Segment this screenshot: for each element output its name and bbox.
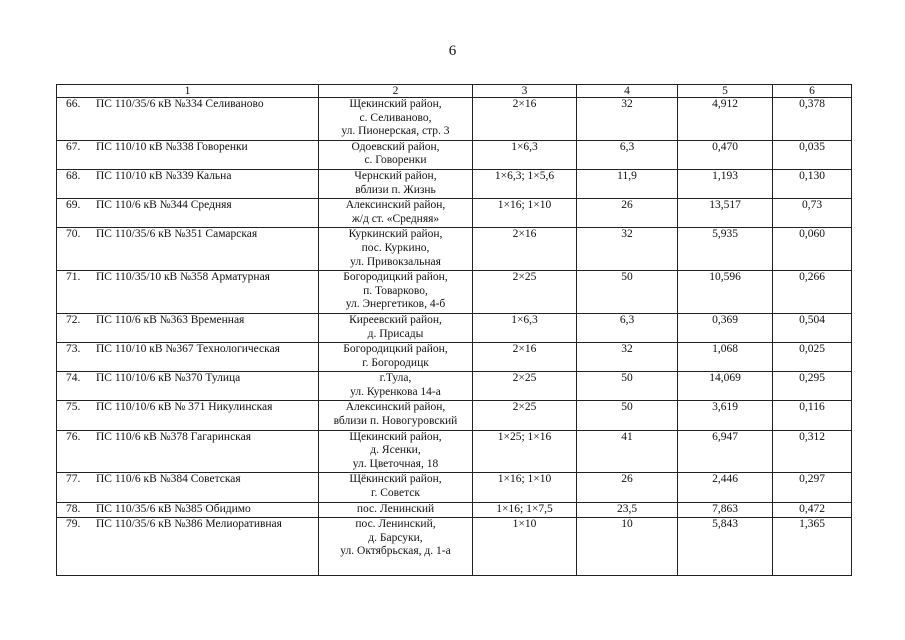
table-row: [57, 401, 852, 430]
table-row: [57, 271, 852, 314]
row-number: 77.: [66, 473, 81, 486]
row-number: 76.: [66, 430, 81, 443]
table-row: [57, 169, 852, 198]
table-row: [57, 502, 852, 518]
substation-name-cell: [57, 372, 319, 401]
location-line: Щекинский район,: [349, 430, 442, 443]
capacity-cell: 26: [577, 473, 678, 502]
capacity-cell: 32: [577, 98, 678, 141]
load-cell: 5,935: [678, 228, 773, 271]
transformers-cell: 2×25: [473, 372, 577, 401]
location-line: с. Говоренки: [364, 154, 427, 167]
table-row: [57, 228, 852, 271]
capacity-cell: 50: [577, 401, 678, 430]
reserve-cell: 0,297: [773, 473, 852, 502]
substation-name-cell: [57, 169, 319, 198]
substation-name-cell: [57, 313, 319, 342]
substation-name-cell: [57, 343, 319, 372]
row-number: 70.: [66, 228, 81, 241]
load-cell: 5,843: [678, 518, 773, 576]
reserve-cell: 0,060: [773, 228, 852, 271]
transformers-cell: 2×16: [473, 98, 577, 141]
location-line: Алексинский район,: [345, 199, 446, 212]
location-line: ул. Цветочная, 18: [352, 457, 439, 470]
row-number: 69.: [66, 199, 81, 212]
row-number: 72.: [66, 313, 81, 326]
table-row: [57, 372, 852, 401]
location-line: Щекинский район,: [349, 98, 442, 110]
capacity-cell: 32: [577, 343, 678, 372]
substation-name-cell: [57, 518, 319, 576]
location-line: Щёкинский район,: [349, 473, 442, 486]
transformers-cell: 2×16: [473, 343, 577, 372]
location-line: Куркинский район,: [348, 228, 443, 241]
location-cell: [319, 473, 473, 502]
reserve-cell: 0,025: [773, 343, 852, 372]
capacity-cell: 6,3: [577, 313, 678, 342]
reserve-cell: 0,035: [773, 140, 852, 169]
location-cell: [319, 313, 473, 342]
substation-name: ПС 110/10/6 кВ №370 Тулица: [96, 372, 241, 385]
reserve-cell: 0,295: [773, 372, 852, 401]
load-cell: 1,068: [678, 343, 773, 372]
location-cell: [319, 518, 473, 576]
location-line: пос. Ленинский,: [355, 518, 436, 531]
reserve-cell: 0,130: [773, 169, 852, 198]
reserve-cell: 0,472: [773, 502, 852, 518]
location-cell: [319, 502, 473, 518]
location-line: Богородицкий район,: [343, 271, 448, 284]
location-cell: [319, 98, 473, 141]
location-line: г.Тула,: [379, 372, 412, 385]
load-cell: 7,863: [678, 502, 773, 518]
location-line: Богородицкий район,: [343, 343, 448, 356]
load-cell: 10,596: [678, 271, 773, 314]
transformers-cell: 1×10: [473, 518, 577, 576]
substation-name-cell: [57, 140, 319, 169]
substation-name-cell: [57, 199, 319, 228]
load-cell: 2,446: [678, 473, 773, 502]
location-line: д. Барсуки,: [368, 531, 423, 544]
row-number: 79.: [66, 518, 81, 531]
substation-name: ПС 110/35/6 кВ №334 Селиваново: [96, 98, 264, 110]
column-header-3: 3: [473, 85, 577, 98]
table-row: [57, 313, 852, 342]
location-cell: [319, 228, 473, 271]
transformers-cell: 1×16; 1×10: [473, 473, 577, 502]
location-cell: [319, 372, 473, 401]
location-cell: [319, 140, 473, 169]
substation-name: ПС 110/35/6 кВ №385 Обидимо: [96, 502, 251, 515]
capacity-cell: 32: [577, 228, 678, 271]
column-header-6: 6: [773, 85, 852, 98]
location-line: ж/д ст. «Средняя»: [351, 212, 440, 225]
row-number: 66.: [66, 98, 81, 110]
column-header-5: 5: [678, 85, 773, 98]
reserve-cell: 0,504: [773, 313, 852, 342]
table-row: [57, 518, 852, 576]
location-line: ул. Пионерская, стр. 3: [341, 125, 450, 138]
header-row: [57, 85, 852, 98]
location-line: ул. Куренкова 14-а: [350, 385, 441, 398]
transformers-cell: 1×6,3; 1×5,6: [473, 169, 577, 198]
substation-name: ПС 110/6 кВ №363 Временная: [96, 313, 245, 326]
location-line: Киреевский район,: [349, 313, 442, 326]
capacity-cell: 10: [577, 518, 678, 576]
table-row: [57, 199, 852, 228]
load-cell: 14,069: [678, 372, 773, 401]
location-line: ул. Октябрьская, д. 1-а: [340, 545, 451, 558]
transformers-cell: 1×25; 1×16: [473, 430, 577, 473]
substation-name: ПС 110/6 кВ №378 Гагаринская: [96, 430, 251, 443]
table-row: [57, 140, 852, 169]
location-line: с. Селиваново,: [359, 111, 432, 124]
load-cell: 0,470: [678, 140, 773, 169]
load-cell: 1,193: [678, 169, 773, 198]
load-cell: 13,517: [678, 199, 773, 228]
load-cell: 4,912: [678, 98, 773, 141]
capacity-cell: 6,3: [577, 140, 678, 169]
location-line: вблизи п. Жизнь: [355, 183, 436, 196]
transformers-cell: 1×16; 1×7,5: [473, 502, 577, 518]
row-number: 73.: [66, 343, 81, 356]
location-line: пос. Ленинский: [356, 502, 435, 515]
location-line: вблизи п. Новогуровский: [333, 415, 458, 428]
substation-name: ПС 110/10 кВ №338 Говоренки: [96, 140, 248, 153]
location-line: д. Присады: [367, 327, 424, 340]
substation-name: ПС 110/6 кВ №344 Средняя: [96, 199, 232, 212]
load-cell: 3,619: [678, 401, 773, 430]
transformers-cell: 1×16; 1×10: [473, 199, 577, 228]
location-cell: [319, 343, 473, 372]
capacity-cell: 11,9: [577, 169, 678, 198]
transformers-cell: 1×6,3: [473, 313, 577, 342]
location-cell: [319, 430, 473, 473]
reserve-cell: 0,73: [773, 199, 852, 228]
location-line: д. Ясенки,: [370, 444, 421, 457]
transformers-cell: 2×25: [473, 271, 577, 314]
substation-name: ПС 110/6 кВ №384 Советская: [96, 473, 241, 486]
table-body: [57, 98, 852, 576]
substation-name-cell: [57, 228, 319, 271]
table-row: [57, 98, 852, 141]
reserve-cell: 0,378: [773, 98, 852, 141]
row-number: 78.: [66, 502, 81, 515]
capacity-cell: 50: [577, 372, 678, 401]
reserve-cell: 0,116: [773, 401, 852, 430]
substation-name: ПС 110/35/10 кВ №358 Арматурная: [96, 271, 270, 284]
substation-name: ПС 110/10/6 кВ № 371 Никулинская: [96, 401, 273, 414]
location-line: Одоевский район,: [351, 140, 440, 153]
table-row: [57, 473, 852, 502]
reserve-cell: 0,312: [773, 430, 852, 473]
capacity-cell: 41: [577, 430, 678, 473]
location-cell: [319, 401, 473, 430]
row-number: 74.: [66, 372, 81, 385]
location-line: п. Товарково,: [363, 284, 428, 297]
row-number: 75.: [66, 401, 81, 414]
substation-name-cell: [57, 502, 319, 518]
substation-table: [56, 84, 852, 576]
transformers-cell: 2×25: [473, 401, 577, 430]
location-line: г. Богородицк: [362, 356, 429, 369]
location-line: г. Советск: [371, 487, 420, 500]
load-cell: 0,369: [678, 313, 773, 342]
reserve-cell: 0,266: [773, 271, 852, 314]
table-row: [57, 343, 852, 372]
location-cell: [319, 199, 473, 228]
column-header-4: 4: [577, 85, 678, 98]
reserve-cell: 1,365: [773, 518, 852, 576]
location-cell: [319, 271, 473, 314]
load-cell: 6,947: [678, 430, 773, 473]
page-number: 6: [448, 43, 457, 59]
location-line: ул. Привокзальная: [350, 255, 441, 268]
row-number: 68.: [66, 169, 81, 182]
capacity-cell: 26: [577, 199, 678, 228]
substation-name-cell: [57, 473, 319, 502]
location-line: пос. Куркино,: [361, 241, 430, 254]
capacity-cell: 50: [577, 271, 678, 314]
transformers-cell: 2×16: [473, 228, 577, 271]
transformers-cell: 1×6,3: [473, 140, 577, 169]
substation-name: ПС 110/10 кВ №367 Технологическая: [96, 343, 280, 356]
substation-name: ПС 110/10 кВ №339 Кальна: [96, 169, 232, 182]
location-line: Алексинский район,: [345, 401, 446, 414]
location-cell: [319, 169, 473, 198]
column-header-1: 1: [57, 85, 319, 98]
substation-name-cell: [57, 401, 319, 430]
row-number: 67.: [66, 140, 81, 153]
table-row: [57, 430, 852, 473]
substation-name: ПС 110/35/6 кВ №386 Мелиоративная: [96, 518, 282, 531]
substation-name-cell: [57, 430, 319, 473]
column-header-2: 2: [319, 85, 473, 98]
substation-name-cell: [57, 271, 319, 314]
location-line: Чернский район,: [354, 169, 437, 182]
location-line: ул. Энергетиков, 4-б: [345, 298, 446, 311]
capacity-cell: 23,5: [577, 502, 678, 518]
substation-name-cell: [57, 98, 319, 141]
substation-name: ПС 110/35/6 кВ №351 Самарская: [96, 228, 258, 241]
row-number: 71.: [66, 271, 81, 284]
